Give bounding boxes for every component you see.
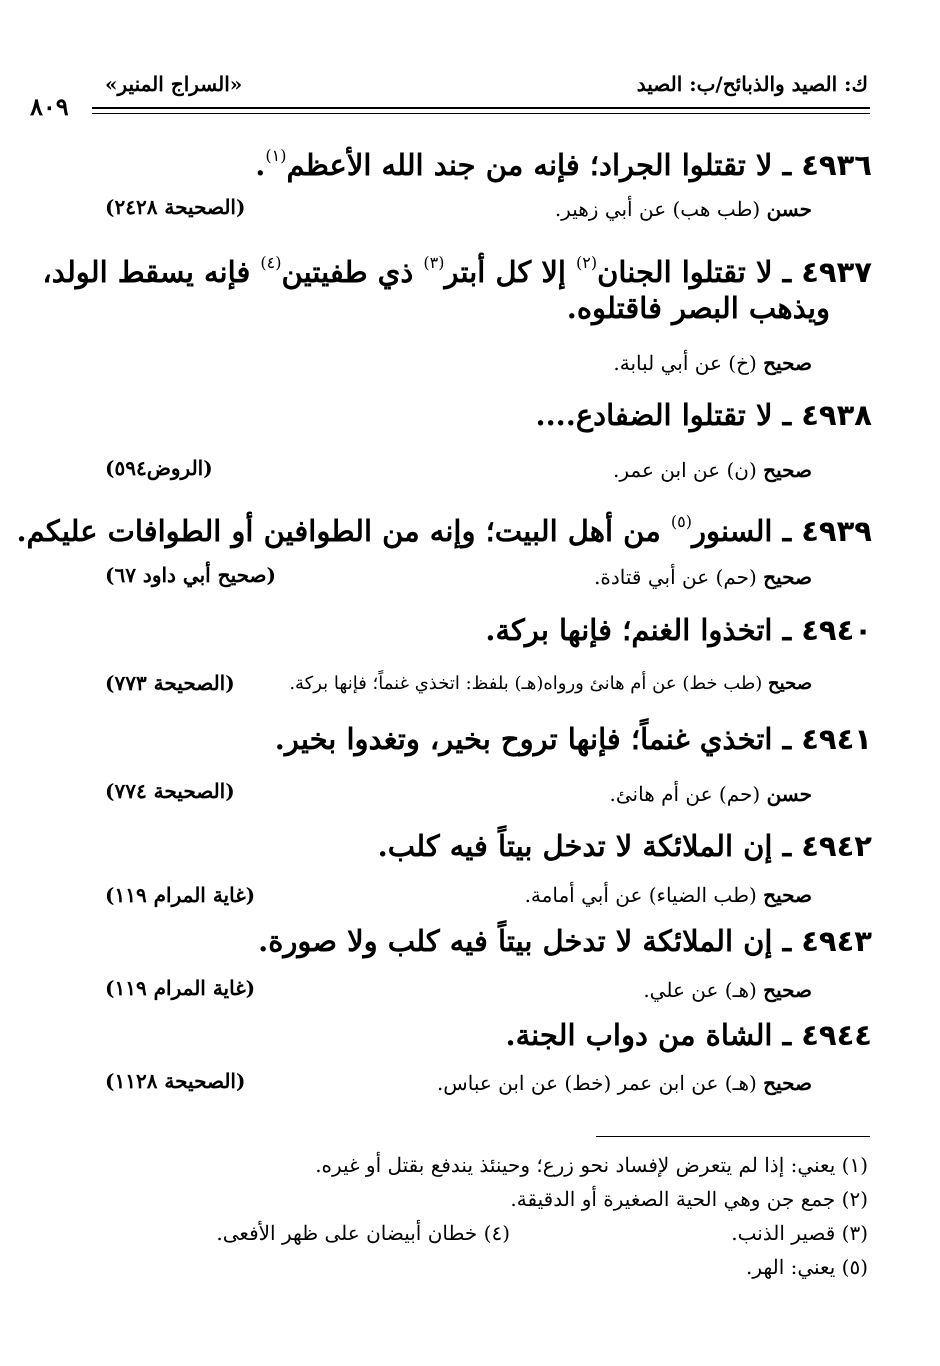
footnote-2: [510, 1187, 868, 1211]
hadith-end: .: [255, 148, 266, 182]
grading-line: [594, 565, 812, 589]
hadith-text: فإنه يسقط الولد،: [42, 255, 261, 289]
footnote-1: [315, 1153, 868, 1177]
chapter-heading: ك: الصيد والذبائح/ب: الصيد: [636, 72, 868, 96]
grading-line: [610, 782, 812, 806]
hadith-4937-line2: ويذهب البصر فاقتلوه.: [566, 291, 830, 325]
hadith-number: ٤٩٤٣: [801, 924, 872, 958]
header-rule-thick: [92, 107, 870, 109]
grading-line: [289, 673, 812, 694]
hadith-number: ٤٩٣٨: [801, 398, 872, 432]
hadith-text: من أهل البيت؛ وإنه من الطوافين أو الطوافات عليكم.: [16, 514, 671, 548]
hadith-4943: [258, 921, 872, 961]
hadith-text: ـ إن الملائكة لا تدخل بيتاً فيه كلب.: [377, 829, 792, 863]
footnote-3: [731, 1221, 868, 1245]
reference: (صحيح أبي داود ٦٧): [105, 563, 276, 587]
footnote-ref: (٢): [576, 253, 598, 272]
hadith-4940: [485, 610, 872, 650]
hadith-4939: [16, 502, 872, 551]
reference: (الصحيحة ١١٢٨): [105, 1069, 246, 1093]
footnote-ref: (٥): [670, 512, 692, 531]
footnote-text: خطان أبيضان على ظهر الأفعى.: [216, 1221, 478, 1245]
hadith-text: ـ إن الملائكة لا تدخل بيتاً فيه كلب ولا صورة.: [258, 924, 792, 958]
reference: (الصحيحة ٧٧٣): [105, 671, 235, 695]
footnote-4: [216, 1221, 510, 1245]
hadith-text: ـ السنور: [691, 514, 792, 548]
book-title: «السراج المنير»: [105, 72, 243, 96]
grade-label: حسن: [766, 197, 812, 221]
grading-line: [555, 197, 812, 221]
reference: (الصحيحة ٢٤٢٨): [105, 195, 246, 219]
footnote-ref: (١): [265, 146, 287, 165]
page-number: ٨٠٩: [30, 92, 69, 121]
grade-label: صحيح: [768, 673, 812, 694]
hadith-number: ٤٩٤٤: [801, 1018, 872, 1052]
hadith-text: ذي طفيتين: [281, 255, 424, 289]
hadith-text: ـ اتخذوا الغنم؛ فإنها بركة.: [485, 613, 792, 647]
footnote-text: قصير الذنب.: [731, 1221, 836, 1245]
grading-line: [613, 458, 812, 482]
grade-source: (طب هب) عن أبي زهير.: [554, 197, 761, 221]
footnote-ref: (٣): [423, 253, 445, 272]
hadith-4941: [275, 719, 872, 759]
footnote-number: (٣): [841, 1221, 868, 1245]
grade-label: صحيح: [763, 978, 812, 1002]
grading-line: [525, 883, 812, 907]
footnote-number: (٤): [483, 1221, 510, 1245]
hadith-text: ـ لا تقتلوا الجراد؛ فإنه من جند الله الأعظم: [286, 148, 792, 182]
grade-source: (خ) عن أبي لبابة.: [613, 351, 757, 375]
grade-source: (طب الضياء) عن أبي أمامة.: [524, 883, 757, 907]
grading-line: [643, 978, 812, 1002]
footnote-text: جمع جن وهي الحية الصغيرة أو الدقيقة.: [510, 1187, 836, 1211]
grade-source: (حم) عن أم هانئ.: [609, 782, 761, 806]
grade-label: صحيح: [763, 883, 812, 907]
grade-label: صحيح: [763, 1071, 812, 1095]
grade-label: صحيح: [763, 565, 812, 589]
footnote-number: (١): [841, 1153, 868, 1177]
hadith-text: إلا كل أبتر: [444, 255, 577, 289]
hadith-4936: [255, 136, 872, 185]
reference: (غاية المرام ١١٩): [105, 976, 256, 1000]
hadith-4944: [506, 1015, 873, 1055]
hadith-text: ـ لا تقتلوا الجنان: [597, 255, 792, 289]
header-rule-thin: [92, 113, 870, 114]
hadith-4937: [42, 243, 872, 292]
footnote-text: يعني: الهر.: [745, 1255, 836, 1279]
grade-source: (هـ) عن علي.: [643, 978, 757, 1002]
hadith-text: ـ الشاة من دواب الجنة.: [505, 1018, 792, 1052]
footnote-5: [746, 1255, 868, 1279]
footnote-ref: (٤): [260, 253, 282, 272]
footnote-text: يعني: إذا لم يتعرض لإفساد نحو زرع؛ وحينئذ يندفع بقتل أو غيره.: [315, 1153, 836, 1177]
reference: (غاية المرام ١١٩): [105, 883, 256, 907]
hadith-number: ٤٩٣٧: [801, 255, 872, 289]
hadith-number: ٤٩٤٢: [801, 829, 872, 863]
hadith-4942: [378, 826, 872, 866]
hadith-number: ٤٩٣٦: [801, 148, 872, 182]
footnote-number: (٢): [841, 1187, 868, 1211]
grade-label: صحيح: [763, 458, 812, 482]
hadith-number: ٤٩٤٠: [801, 613, 872, 647]
hadith-number: ٤٩٤١: [801, 722, 872, 756]
reference: (الروض٥٩٤): [105, 456, 213, 480]
grade-label: حسن: [766, 782, 812, 806]
hadith-number: ٤٩٣٩: [801, 514, 872, 548]
footnote-number: (٥): [841, 1255, 868, 1279]
hadith-4938: [535, 395, 872, 435]
grade-source: (هـ) عن ابن عمر (خط) عن ابن عباس.: [436, 1071, 757, 1095]
grading-line: [613, 351, 812, 375]
footnote-separator: [596, 1136, 870, 1137]
grade-label: صحيح: [763, 351, 812, 375]
grade-source: (طب خط) عن أم هانئ ورواه(هـ) بلفظ: اتخذي غنماً؛ فإنها بركة.: [289, 673, 763, 694]
hadith-text: ـ لا تقتلوا الضفادع....: [535, 398, 792, 432]
grading-line: [437, 1071, 812, 1095]
hadith-text: ـ اتخذي غنماً؛ فإنها تروح بخير، وتغدوا بخير.: [274, 722, 792, 756]
reference: (الصحيحة ٧٧٤): [105, 779, 235, 803]
grade-source: (حم) عن أبي قتادة.: [594, 565, 757, 589]
grade-source: (ن) عن ابن عمر.: [613, 458, 757, 482]
